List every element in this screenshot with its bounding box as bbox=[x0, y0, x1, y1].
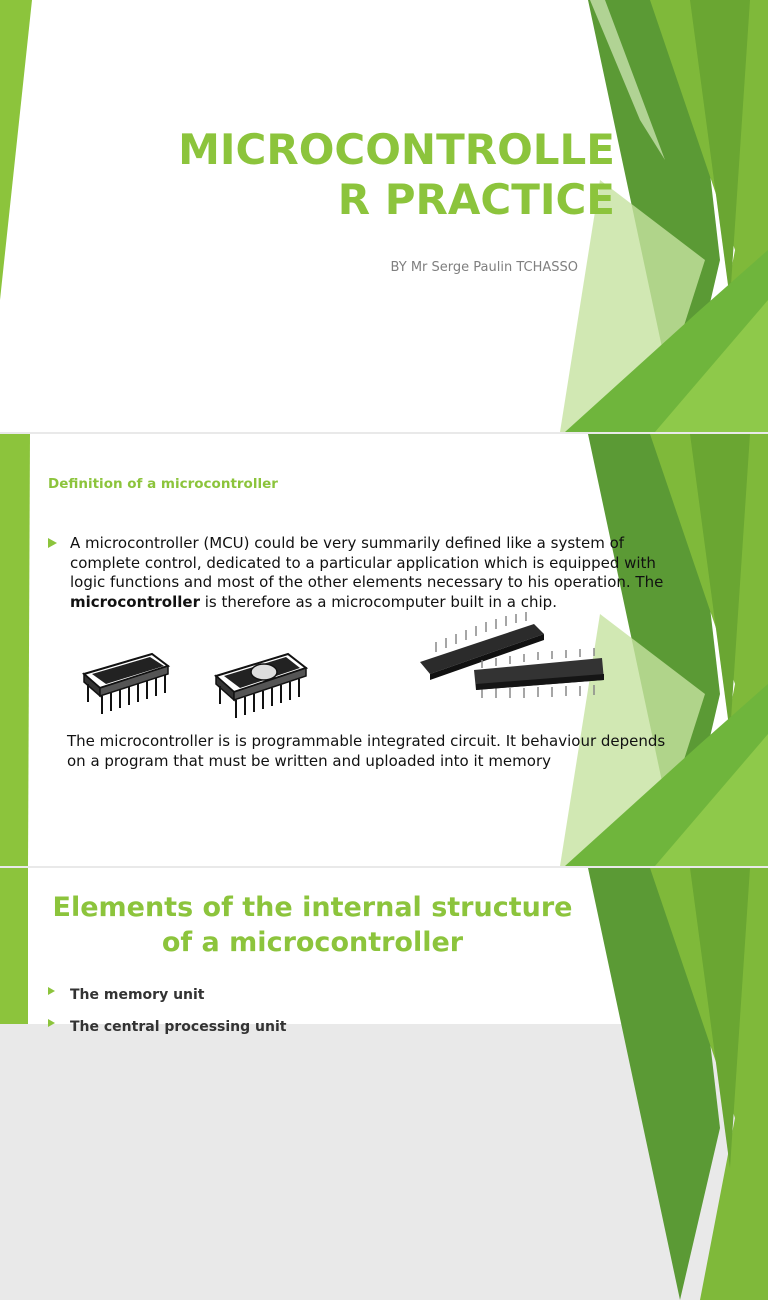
section-heading: Definition of a microcontroller bbox=[48, 476, 278, 492]
definition-bullet bbox=[48, 534, 688, 612]
bullet-arrow-icon bbox=[48, 1019, 55, 1027]
bullet-cpu: The central processing unit bbox=[48, 1016, 286, 1035]
slide-title: Elements of the internal structure of a microcontroller bbox=[52, 892, 573, 958]
bullet-memory-unit: The memory unit bbox=[48, 984, 205, 1003]
bullet-arrow-icon bbox=[48, 538, 57, 548]
dip40-chips-photo bbox=[416, 612, 606, 704]
dip-chip-image-1 bbox=[80, 644, 172, 718]
presentation-title bbox=[60, 125, 615, 225]
author-subtitle: BY Mr Serge Paulin TCHASSO bbox=[390, 260, 578, 275]
eprom-chip-image bbox=[212, 646, 310, 722]
bullet-arrow-icon bbox=[48, 987, 55, 995]
description-paragraph: The microcontroller is is programmable integrated circuit. It behaviour depends on a program that must be written and uploaded into it memory bbox=[67, 732, 666, 770]
bullet-text: A microcontroller (MCU) could be very summarily defined like a system of complete control, dedicated to a particular application which is equipped with logic functions and most of the other elements necessary to his operation. The microcontroller is therefore as a microcomputer built in a chip. bbox=[70, 534, 664, 611]
title-line-1: MICROCONTROLLE bbox=[178, 125, 615, 174]
slide-elements bbox=[0, 868, 768, 1035]
slide-definition bbox=[0, 434, 768, 866]
title-line-2: R PRACTICE bbox=[337, 175, 615, 224]
bold-term: microcontroller bbox=[70, 592, 200, 611]
slide-title bbox=[0, 0, 768, 432]
